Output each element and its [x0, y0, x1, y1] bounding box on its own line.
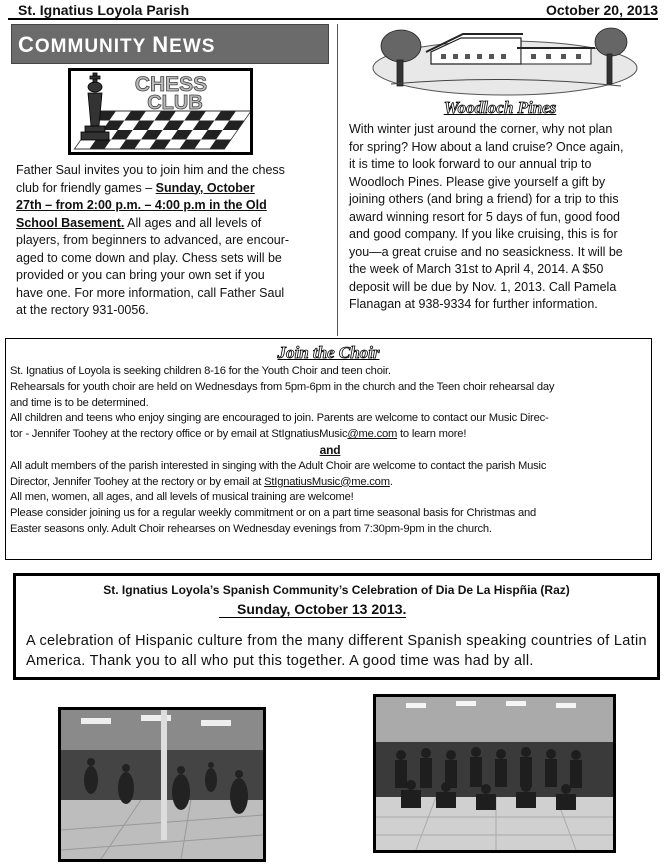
group-photo: [373, 694, 616, 853]
woodloch-line: With winter just around the corner, why not plan: [349, 122, 613, 136]
chess-line: [16, 302, 326, 320]
choir-title: Join the Choir: [277, 343, 380, 362]
choir-line: All men, women, all ages, and all levels of musical training are welcome!: [10, 491, 354, 504]
group-photo-image: [376, 697, 613, 850]
choir-line: All children and teens who enjoy singing are encouraged to join. Parents are welcome to contact our Music Direc-: [10, 412, 549, 425]
dance-photo-image: [61, 710, 263, 859]
woodloch-line: it is time to look forward to our annual trip to: [349, 157, 592, 171]
woodloch-line: Woodloch Pines. Please give yourself a gift by: [349, 174, 606, 189]
page-header: [8, 2, 658, 18]
chess-line: [16, 180, 326, 198]
chess-club-article: [16, 162, 326, 320]
choir-line: [10, 475, 650, 491]
chess-event-time: 27th – from 2:00 p.m. – 4:00 p.m in the Old: [16, 198, 267, 212]
chess-line-text: Father Saul invites you to join him and the chess: [16, 163, 285, 177]
issue-date: October 20, 2013: [545, 2, 658, 18]
choir-line: St. Ignatius of Loyola is seeking children 8-16 for the Youth Choir and teen choir.: [10, 365, 391, 377]
spanish-celebration-article: [13, 573, 660, 680]
header-rule: [8, 18, 658, 20]
chess-line: [16, 285, 326, 303]
section-title-cap: C: [18, 32, 35, 57]
choir-line: All adult members of the parish interested in singing with the Adult Choir are welcome to contact the parish Music: [10, 459, 547, 472]
chess-line: [16, 250, 326, 268]
chess-line-text: players, from beginners to advanced, are encour-: [16, 233, 290, 247]
choir-article: [5, 338, 652, 560]
chess-board-illustration: [71, 71, 250, 152]
dancers-photo: [58, 707, 266, 862]
resort-sketch: [371, 24, 639, 96]
section-title-part: EWS: [169, 36, 216, 57]
chess-line: [16, 267, 326, 285]
choir-line-text: Director, Jennifer Toohey at the rectory or by email at: [10, 475, 265, 488]
chess-club-logo: [68, 68, 253, 155]
parish-name: St. Ignatius Loyola Parish: [18, 2, 190, 18]
woodloch-line: deposit will be due by Nov. 1, 2013. Call Pamela: [349, 279, 617, 294]
woodloch-line: for spring? How about a land cruise? Once again,: [349, 139, 624, 154]
choir-line-text: to learn more!: [397, 428, 467, 441]
chess-line-text: provided or you can bring your own set if you: [16, 268, 265, 282]
section-title: [11, 24, 329, 64]
chess-line-text: have one. For more information, call Father Saul: [16, 285, 285, 300]
club-logo-text: CLUB: [147, 92, 203, 114]
woodloch-resort-illustration: [371, 24, 639, 96]
chess-line-text: at the rectory 931-0056.: [16, 303, 149, 317]
woodloch-line: Flanagan at 938-9334 for further information.: [349, 297, 598, 311]
woodloch-line: joining others (and bring a friend) for a trip to this: [349, 192, 619, 206]
choir-line: [10, 427, 650, 443]
woodloch-line: you—a great cruise and no seasickness. It will be: [349, 244, 623, 259]
chess-line: [16, 197, 326, 215]
choir-line-text: tor - Jennifer Toohey at the rectory office or by email at StIgnatiusMusic: [10, 428, 348, 441]
chess-event-date: Sunday, October: [155, 180, 255, 195]
choir-line: and time is to be determined.: [10, 396, 149, 409]
chess-line-text: All ages and all levels of: [124, 215, 262, 230]
chess-line-text: aged to come down and play. Chess sets will be: [16, 250, 282, 265]
spanish-text: A celebration of Hispanic culture from the many different Spanish speaking countries of Latin America. Thank you to all who put this together. A good time was had by all.: [26, 633, 647, 669]
chess-logo-text: CHESS: [134, 73, 208, 96]
chess-line: [16, 232, 326, 250]
choir-line: Please consider joining us for a regular weekly commitment or on a part time seasonal basis for Christmas and: [10, 507, 537, 520]
spanish-title: St. Ignatius Loyola’s Spanish Community’s Celebration of Dia De La Hispñia (Raz): [103, 583, 570, 597]
woodloch-line: and good company. If you like cruising, this is for: [349, 227, 618, 241]
section-title-cap: N: [152, 32, 170, 57]
spanish-date: Sunday, October 13 2013.: [219, 601, 406, 618]
choir-line: Easter seasons only. Adult Choir rehearses on Wednesday evenings from 7:30pm-9pm in the church.: [10, 522, 492, 535]
choir-line: Rehearsals for youth choir are held on Wednesdays from 5pm-6pm in the church and the Teen choir rehearsal day: [10, 380, 555, 393]
section-title-part: OMMUNITY: [34, 36, 153, 57]
chess-line: [16, 215, 326, 233]
choir-email-part[interactable]: @me.com: [347, 428, 398, 441]
woodloch-line: the week of March 31st to April 4, 2014. A $50: [349, 262, 604, 276]
chess-line-text: club for friendly games –: [16, 180, 156, 195]
woodloch-article: [349, 121, 661, 314]
choir-line-text: .: [389, 475, 393, 488]
choir-email-link[interactable]: StIgnatiusMusic@me.com: [264, 475, 390, 488]
choir-and: and: [319, 442, 341, 457]
choir-body: [10, 364, 650, 538]
chess-event-location: School Basement.: [16, 215, 125, 230]
woodloch-title: Woodloch Pines: [443, 98, 557, 117]
column-divider: [337, 24, 338, 336]
chess-line: [16, 162, 326, 180]
woodloch-line: award winning resort for 5 days of fun, good food: [349, 209, 620, 224]
